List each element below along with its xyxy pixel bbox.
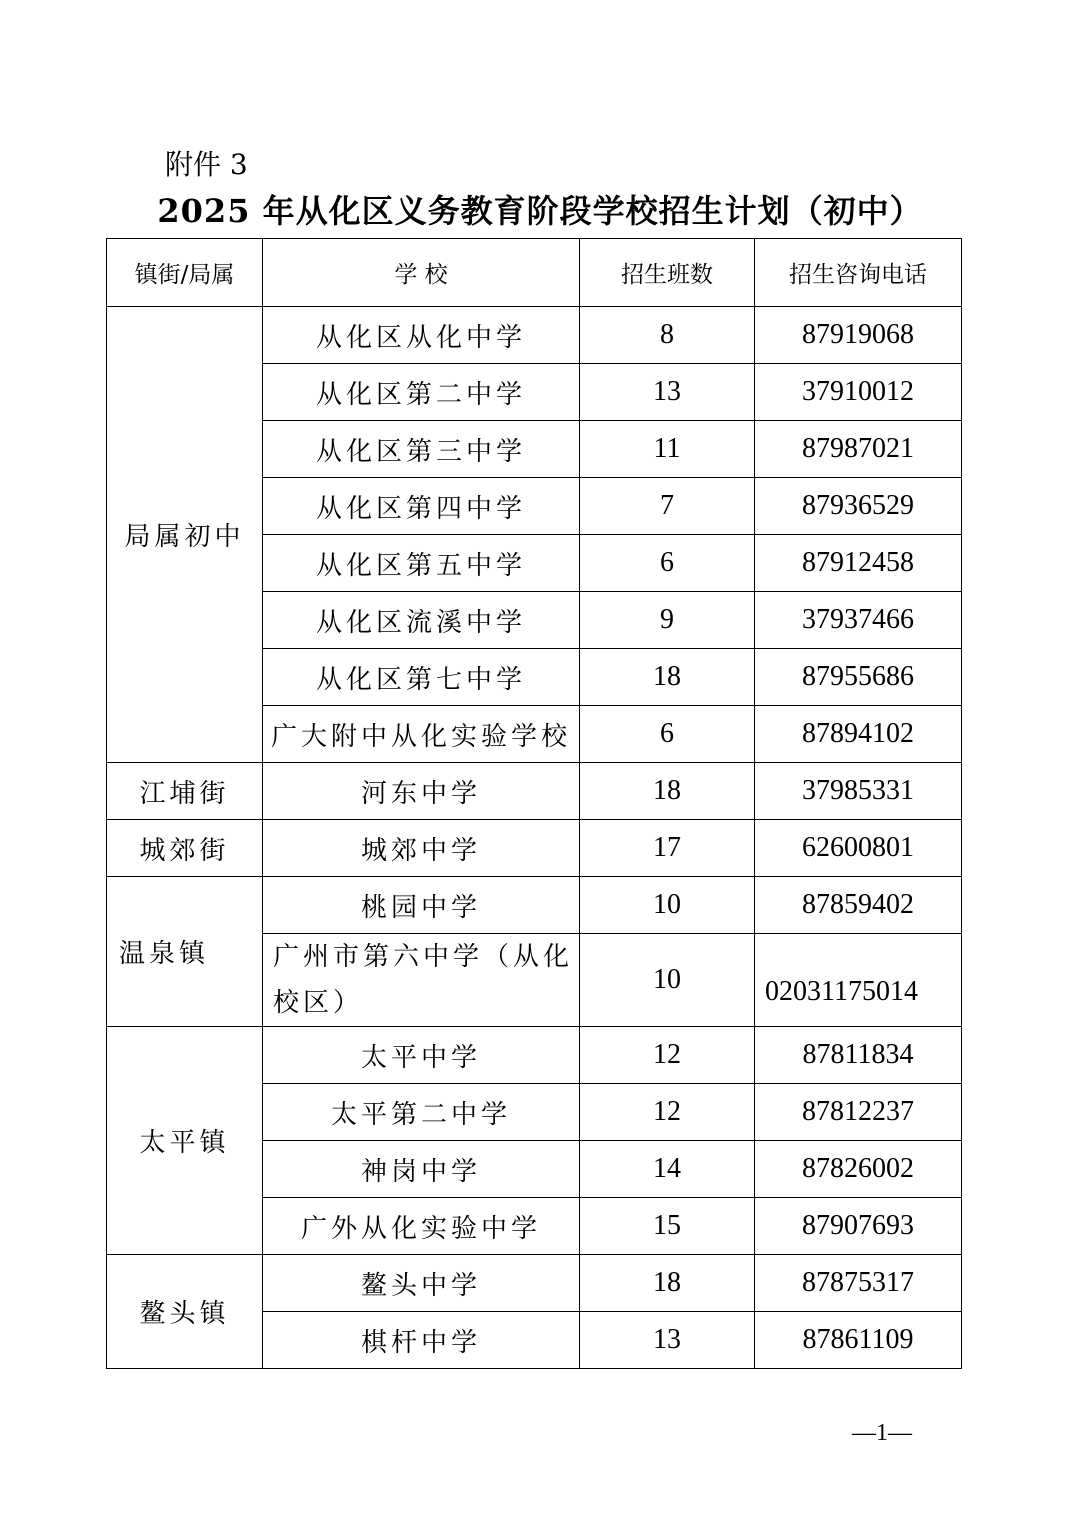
town-cell: 太平镇 bbox=[107, 1027, 263, 1255]
school-cell: 太平第二中学 bbox=[263, 1084, 580, 1141]
enrollment-table bbox=[106, 238, 962, 1369]
classes-cell: 10 bbox=[580, 934, 755, 1027]
phone-cell: 87987021 bbox=[755, 421, 962, 478]
page-number: —1— bbox=[852, 1420, 912, 1446]
header-school: 学 校 bbox=[263, 239, 580, 307]
phone-cell: 87936529 bbox=[755, 478, 962, 535]
table-row bbox=[107, 820, 962, 877]
town-cell: 局属初中 bbox=[107, 307, 263, 763]
school-cell: 从化区第三中学 bbox=[263, 421, 580, 478]
classes-cell: 11 bbox=[580, 421, 755, 478]
school-cell: 神岗中学 bbox=[263, 1141, 580, 1198]
school-cell: 从化区第二中学 bbox=[263, 364, 580, 421]
table-row bbox=[107, 1255, 962, 1312]
classes-cell: 17 bbox=[580, 820, 755, 877]
phone-cell: 87811834 bbox=[755, 1027, 962, 1084]
document-title: 2025 年从化区义务教育阶段学校招生计划（初中） bbox=[157, 192, 923, 230]
header-classes: 招生班数 bbox=[580, 239, 755, 307]
classes-cell: 8 bbox=[580, 307, 755, 364]
school-cell: 鳌头中学 bbox=[263, 1255, 580, 1312]
table-row bbox=[107, 877, 962, 934]
classes-cell: 13 bbox=[580, 364, 755, 421]
school-cell: 从化区从化中学 bbox=[263, 307, 580, 364]
classes-cell: 18 bbox=[580, 649, 755, 706]
classes-cell: 15 bbox=[580, 1198, 755, 1255]
town-cell: 鳌头镇 bbox=[107, 1255, 263, 1369]
table-row bbox=[107, 763, 962, 820]
classes-cell: 7 bbox=[580, 478, 755, 535]
school-cell: 广大附中从化实验学校 bbox=[263, 706, 580, 763]
phone-cell: 87912458 bbox=[755, 535, 962, 592]
classes-cell: 13 bbox=[580, 1312, 755, 1369]
classes-cell: 6 bbox=[580, 535, 755, 592]
school-cell: 桃园中学 bbox=[263, 877, 580, 934]
phone-cell: 87875317 bbox=[755, 1255, 962, 1312]
classes-cell: 12 bbox=[580, 1027, 755, 1084]
town-cell: 江埔街 bbox=[107, 763, 263, 820]
school-cell: 从化区第七中学 bbox=[263, 649, 580, 706]
town-cell: 温泉镇 bbox=[107, 877, 263, 1027]
phone-cell: 37985331 bbox=[755, 763, 962, 820]
school-cell: 太平中学 bbox=[263, 1027, 580, 1084]
town-cell: 城郊街 bbox=[107, 820, 263, 877]
phone-cell: 02031175014 bbox=[755, 934, 962, 1027]
header-phone: 招生咨询电话 bbox=[755, 239, 962, 307]
phone-cell: 37937466 bbox=[755, 592, 962, 649]
school-cell: 从化区第四中学 bbox=[263, 478, 580, 535]
school-cell: 城郊中学 bbox=[263, 820, 580, 877]
classes-cell: 9 bbox=[580, 592, 755, 649]
header-town: 镇街/局属 bbox=[107, 239, 263, 307]
classes-cell: 10 bbox=[580, 877, 755, 934]
phone-cell: 87826002 bbox=[755, 1141, 962, 1198]
phone-cell: 87919068 bbox=[755, 307, 962, 364]
school-cell: 从化区流溪中学 bbox=[263, 592, 580, 649]
header-row bbox=[107, 239, 962, 307]
phone-cell: 87861109 bbox=[755, 1312, 962, 1369]
school-cell: 广外从化实验中学 bbox=[263, 1198, 580, 1255]
phone-cell: 62600801 bbox=[755, 820, 962, 877]
school-cell: 棋杆中学 bbox=[263, 1312, 580, 1369]
classes-cell: 6 bbox=[580, 706, 755, 763]
attachment-label: 附件 3 bbox=[165, 148, 248, 181]
phone-cell: 37910012 bbox=[755, 364, 962, 421]
phone-cell: 87955686 bbox=[755, 649, 962, 706]
classes-cell: 12 bbox=[580, 1084, 755, 1141]
phone-cell: 87812237 bbox=[755, 1084, 962, 1141]
school-cell: 河东中学 bbox=[263, 763, 580, 820]
classes-cell: 18 bbox=[580, 1255, 755, 1312]
table-row bbox=[107, 1027, 962, 1084]
school-cell: 从化区第五中学 bbox=[263, 535, 580, 592]
phone-cell: 87907693 bbox=[755, 1198, 962, 1255]
phone-cell: 87859402 bbox=[755, 877, 962, 934]
phone-cell: 87894102 bbox=[755, 706, 962, 763]
school-cell: 广州市第六中学（从化校区） bbox=[263, 934, 580, 1027]
table-row bbox=[107, 307, 962, 364]
classes-cell: 14 bbox=[580, 1141, 755, 1198]
classes-cell: 18 bbox=[580, 763, 755, 820]
